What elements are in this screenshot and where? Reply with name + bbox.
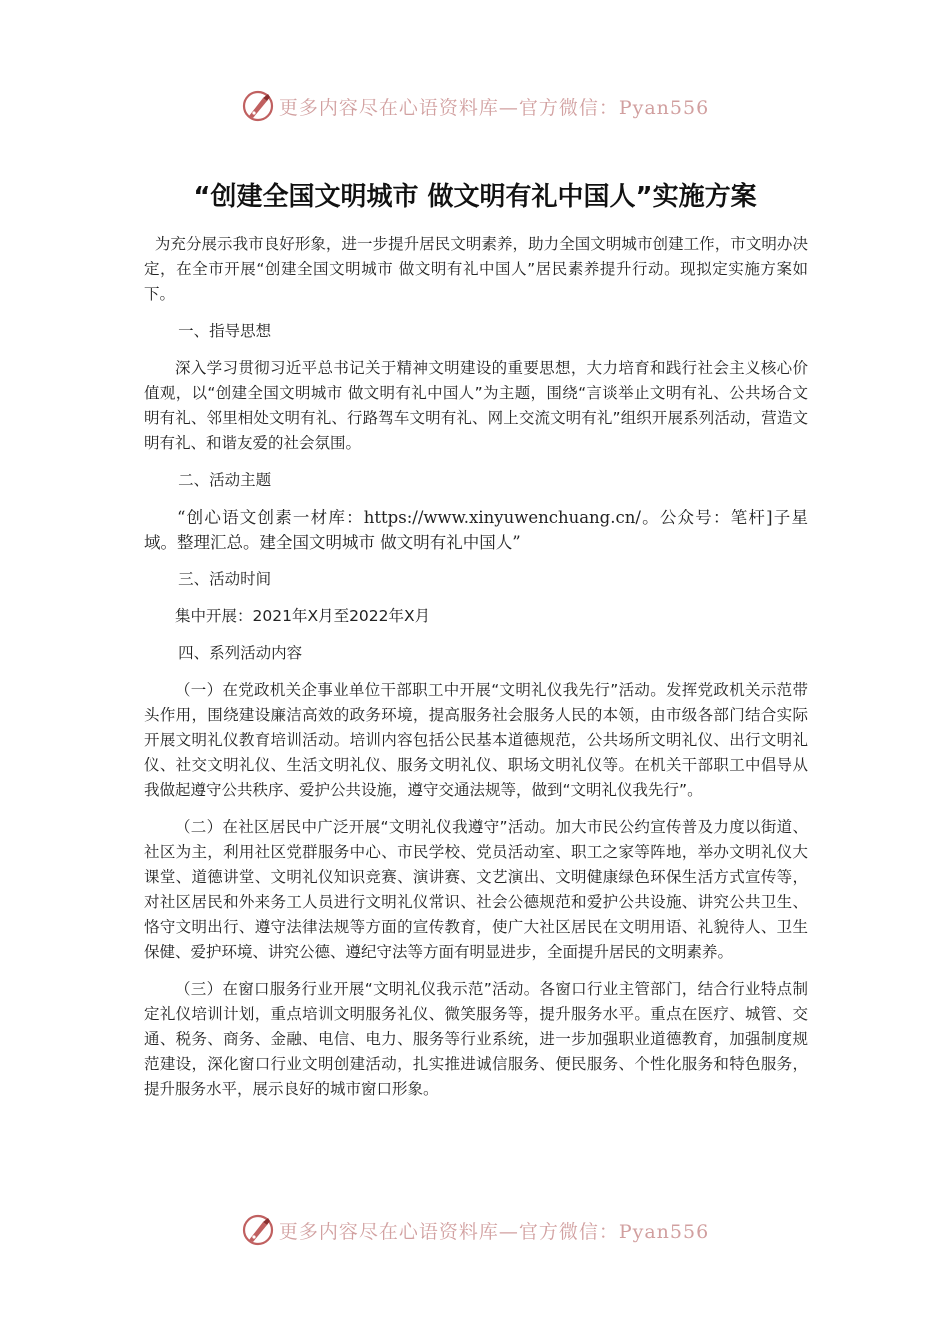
section-heading-activity-time: 三、活动时间 [178,570,272,588]
activity-time-paragraph: 集中开展：2021年X月至2022年X月 [175,607,431,625]
document-body [144,232,808,1114]
activity-theme-paragraph: “创心语文创素一材库：https://www.xinyuwenchuang.cn/。公众号：笔杆]子星域。整理汇总。建全国文明城市 做文明有礼中国人” [144,508,808,552]
guiding-ideology-paragraph: 深入学习贯彻习近平总书记关于精神文明建设的重要思想，大力培育和践行社会主义核心价值观，以“创建全国文明城市 做文明有礼中国人”为主题，围绕“言谈举止文明有礼、公共场合文明有礼、邻里相处文明有礼、行路驾车文明有礼、网上交流文明有礼”组织开展系列活动，营造文明有礼、和谐友爱的社会氛围。 [144,359,808,452]
pen-nib-logo-icon [241,89,275,123]
header-watermark-banner [0,86,950,126]
activity-content-paragraph-3: （三）在窗口服务行业开展“文明礼仪我示范”活动。各窗口行业主管部门，结合行业特点制定礼仪培训计划，重点培训文明服务礼仪、微笑服务等，提升服务水平。重点在医疗、城管、交通、税务、商务、金融、电信、电力、服务等行业系统，进一步加强职业道德教育，加强制度规范建设，深化窗口行业文明创建活动，扎实推进诚信服务、便民服务、个性化服务和特色服务，提升服务水平，展示良好的城市窗口形象。 [144,980,808,1098]
section-heading-guiding-ideology: 一、指导思想 [178,322,272,340]
section-heading-activity-content: 四、系列活动内容 [178,644,303,662]
intro-paragraph: 为充分展示我市良好形象，进一步提升居民文明素养，助力全国文明城市创建工作，市文明办决定，在全市开展“创建全国文明城市 做文明有礼中国人”居民素养提升行动。现拟定实施方案如下。 [144,235,808,303]
watermark-text: 更多内容尽在心语资料库—官方微信：Pyan556 [278,1220,710,1243]
footer-watermark-banner [0,1210,950,1250]
activity-content-paragraph-1: （一）在党政机关企事业单位干部职工中开展“文明礼仪我先行”活动。发挥党政机关示范带头作用，围绕建设廉洁高效的政务环境，提高服务社会服务人民的本领，由市级各部门结合实际开展文明礼仪教育培训活动。培训内容包括公民基本道德规范，公共场所文明礼仪、出行文明礼仪、社交文明礼仪、生活文明礼仪、服务文明礼仪、职场文明礼仪等。在机关干部职工中倡导从我做起遵守公共秩序、爱护公共设施，遵守交通法规等，做到“文明礼仪我先行”。 [144,681,808,799]
activity-content-paragraph-2: （二）在社区居民中广泛开展“文明礼仪我遵守”活动。加大市民公约宣传普及力度以街道、社区为主，利用社区党群服务中心、市民学校、党员活动室、职工之家等阵地，举办文明礼仪大课堂、道德讲堂、文明礼仪知识竞赛、演讲赛、文艺演出、文明健康绿色环保生活方式宣传等，对社区居民和外来务工人员进行文明礼仪常识、社会公德规范和爱护公共设施、讲究公共卫生、恪守文明出行、遵守法律法规等方面的宣传教育，使广大社区居民在文明用语、礼貌待人、卫生保健、爱护环境、讲究公德、遵纪守法等方面有明显进步，全面提升居民的文明素养。 [144,818,808,961]
pen-nib-logo-icon [241,1213,275,1247]
watermark-text: 更多内容尽在心语资料库—官方微信：Pyan556 [278,96,710,119]
section-heading-activity-theme: 二、活动主题 [178,471,272,489]
document-title: “创建全国文明城市 做文明有礼中国人”实施方案 [193,182,757,212]
